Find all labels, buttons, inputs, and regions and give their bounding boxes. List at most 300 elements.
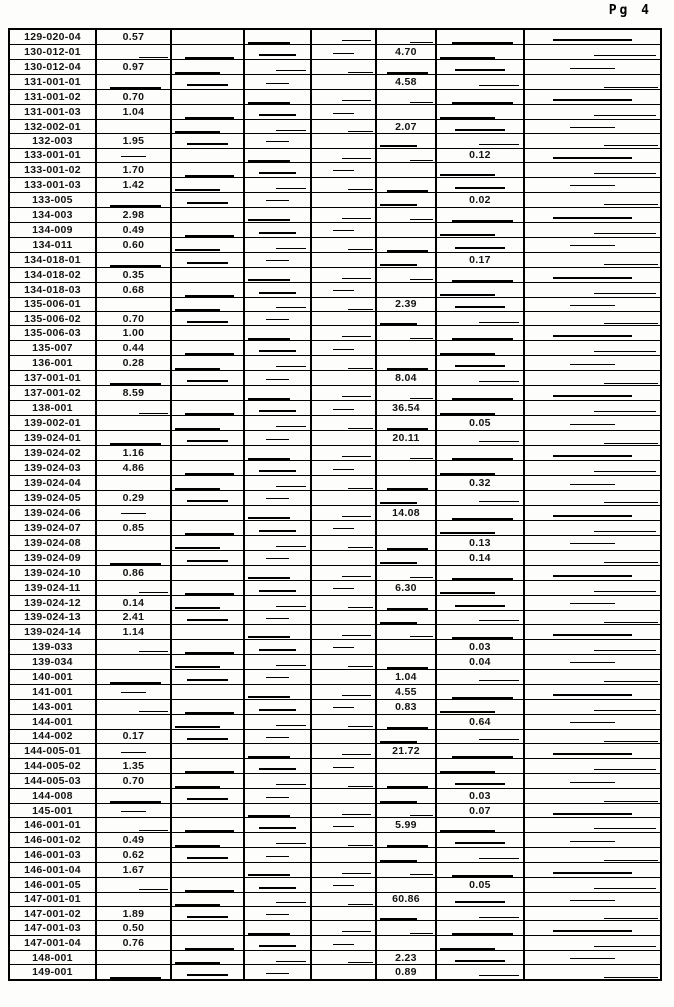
value-cell — [376, 610, 436, 624]
value-cell — [376, 29, 436, 45]
value-cell — [171, 237, 244, 252]
value-cell — [311, 60, 376, 75]
value-cell — [376, 550, 436, 565]
value-cell — [436, 105, 524, 120]
value-cell — [244, 120, 311, 134]
parcel-id-cell: 146-001-04 — [9, 862, 96, 877]
value-cell — [311, 237, 376, 252]
value-cell — [524, 862, 661, 877]
value-cell — [244, 416, 311, 431]
value-cell — [171, 371, 244, 386]
value-cell — [524, 595, 661, 610]
value-cell — [244, 476, 311, 491]
value-cell — [376, 789, 436, 804]
value-cell — [436, 371, 524, 386]
value-cell — [171, 774, 244, 789]
parcel-id-cell: 148-001 — [9, 951, 96, 965]
value-cell — [311, 624, 376, 639]
table-row — [9, 580, 661, 595]
value-cell — [311, 936, 376, 951]
value-cell — [244, 356, 311, 371]
parcel-id-cell: 139-024-10 — [9, 565, 96, 580]
parcel-id-cell: 146-001-01 — [9, 818, 96, 833]
value-cell — [311, 550, 376, 565]
value-cell: 0.14 — [436, 550, 524, 565]
value-cell — [436, 862, 524, 877]
value-cell — [524, 120, 661, 134]
value-cell — [171, 699, 244, 714]
value-cell — [524, 386, 661, 401]
parcel-id-cell: 136-001 — [9, 356, 96, 371]
value-cell: 0.64 — [436, 714, 524, 729]
value-cell — [436, 669, 524, 684]
value-cell: 0.02 — [436, 192, 524, 207]
value-cell: 0.28 — [96, 356, 171, 371]
value-cell — [376, 535, 436, 550]
value-cell — [524, 282, 661, 297]
value-cell — [171, 550, 244, 565]
value-cell — [436, 401, 524, 416]
value-cell — [171, 804, 244, 818]
value-cell — [436, 684, 524, 699]
value-cell: 1.70 — [96, 162, 171, 177]
table-row — [9, 965, 661, 981]
table-row — [9, 148, 661, 162]
value-cell — [96, 535, 171, 550]
value-cell — [311, 699, 376, 714]
value-cell — [376, 267, 436, 282]
parcel-id-cell: 133-001-02 — [9, 162, 96, 177]
value-cell — [376, 848, 436, 862]
value-cell — [376, 520, 436, 535]
table-row — [9, 282, 661, 297]
value-cell — [244, 729, 311, 743]
table-row — [9, 759, 661, 774]
parcel-id-cell: 135-006-03 — [9, 326, 96, 341]
value-cell — [376, 312, 436, 326]
value-cell — [524, 833, 661, 848]
value-cell — [244, 60, 311, 75]
value-cell — [436, 729, 524, 743]
value-cell — [524, 520, 661, 535]
value-cell — [376, 207, 436, 222]
table-row — [9, 892, 661, 906]
parcel-table-body — [9, 29, 661, 980]
value-cell: 0.35 — [96, 267, 171, 282]
value-cell — [524, 45, 661, 60]
parcel-id-cell: 144-005-03 — [9, 774, 96, 789]
value-cell — [171, 744, 244, 759]
value-cell — [436, 446, 524, 461]
parcel-id-cell: 133-005 — [9, 192, 96, 207]
value-cell — [244, 714, 311, 729]
value-cell — [376, 921, 436, 936]
value-cell — [171, 729, 244, 743]
table-row — [9, 312, 661, 326]
value-cell — [524, 965, 661, 981]
parcel-id-cell: 147-001-04 — [9, 936, 96, 951]
table-row — [9, 535, 661, 550]
parcel-id-cell: 137-001-02 — [9, 386, 96, 401]
value-cell — [244, 624, 311, 639]
value-cell — [436, 595, 524, 610]
value-cell — [171, 252, 244, 267]
value-cell — [376, 595, 436, 610]
value-cell — [244, 446, 311, 461]
value-cell — [436, 892, 524, 906]
value-cell — [171, 476, 244, 491]
value-cell: 1.04 — [376, 669, 436, 684]
value-cell — [376, 134, 436, 148]
value-cell: 1.42 — [96, 177, 171, 192]
value-cell — [96, 818, 171, 833]
value-cell — [244, 45, 311, 60]
value-cell — [96, 699, 171, 714]
table-row — [9, 804, 661, 818]
parcel-id-cell: 147-001-03 — [9, 921, 96, 936]
value-cell: 5.99 — [376, 818, 436, 833]
value-cell — [376, 714, 436, 729]
value-cell — [524, 267, 661, 282]
value-cell — [244, 774, 311, 789]
table-row — [9, 520, 661, 535]
table-row — [9, 416, 661, 431]
table-row — [9, 684, 661, 699]
value-cell — [311, 639, 376, 654]
value-cell — [244, 326, 311, 341]
value-cell: 0.86 — [96, 565, 171, 580]
value-cell — [171, 951, 244, 965]
value-cell — [524, 936, 661, 951]
parcel-id-cell: 146-001-02 — [9, 833, 96, 848]
value-cell — [171, 341, 244, 356]
parcel-id-cell: 135-006-01 — [9, 297, 96, 311]
value-cell — [436, 936, 524, 951]
value-cell — [436, 177, 524, 192]
value-cell — [524, 759, 661, 774]
value-cell — [244, 877, 311, 892]
value-cell — [96, 75, 171, 90]
value-cell — [436, 222, 524, 237]
parcel-id-cell: 139-024-06 — [9, 505, 96, 520]
value-cell — [244, 134, 311, 148]
value-cell — [376, 491, 436, 505]
value-cell: 0.07 — [436, 804, 524, 818]
value-cell — [244, 833, 311, 848]
value-cell — [436, 431, 524, 446]
value-cell — [524, 892, 661, 906]
value-cell: 0.32 — [436, 476, 524, 491]
value-cell — [244, 639, 311, 654]
value-cell — [171, 491, 244, 505]
value-cell — [171, 714, 244, 729]
value-cell — [171, 965, 244, 981]
table-row — [9, 105, 661, 120]
value-cell — [376, 326, 436, 341]
table-row — [9, 341, 661, 356]
value-cell — [376, 252, 436, 267]
value-cell — [524, 90, 661, 105]
value-cell — [171, 505, 244, 520]
parcel-id-cell: 139-024-03 — [9, 461, 96, 476]
parcel-id-cell: 139-033 — [9, 639, 96, 654]
value-cell — [96, 45, 171, 60]
value-cell — [436, 744, 524, 759]
value-cell: 1.04 — [96, 105, 171, 120]
value-cell — [311, 282, 376, 297]
value-cell — [311, 759, 376, 774]
value-cell — [311, 341, 376, 356]
value-cell — [376, 774, 436, 789]
value-cell — [376, 476, 436, 491]
value-cell: 4.58 — [376, 75, 436, 90]
value-cell: 4.55 — [376, 684, 436, 699]
value-cell: 2.07 — [376, 120, 436, 134]
table-row — [9, 177, 661, 192]
value-cell: 4.86 — [96, 461, 171, 476]
value-cell — [171, 45, 244, 60]
value-cell — [311, 804, 376, 818]
value-cell — [244, 237, 311, 252]
value-cell — [311, 45, 376, 60]
parcel-id-cell: 134-018-03 — [9, 282, 96, 297]
value-cell — [171, 60, 244, 75]
value-cell — [244, 848, 311, 862]
value-cell — [171, 936, 244, 951]
value-cell — [524, 877, 661, 892]
parcel-id-cell: 134-018-01 — [9, 252, 96, 267]
parcel-id-cell: 144-002 — [9, 729, 96, 743]
value-cell — [524, 848, 661, 862]
value-cell — [244, 505, 311, 520]
page-number-label: Pg 4 — [608, 3, 652, 18]
value-cell — [524, 804, 661, 818]
value-cell — [96, 120, 171, 134]
value-cell — [311, 951, 376, 965]
value-cell — [436, 386, 524, 401]
parcel-id-cell: 144-005-01 — [9, 744, 96, 759]
value-cell: 20.11 — [376, 431, 436, 446]
value-cell: 0.04 — [436, 654, 524, 669]
parcel-id-cell: 134-011 — [9, 237, 96, 252]
value-cell — [524, 921, 661, 936]
value-cell — [244, 105, 311, 120]
value-cell: 8.04 — [376, 371, 436, 386]
value-cell — [436, 505, 524, 520]
value-cell — [524, 729, 661, 743]
value-cell — [436, 356, 524, 371]
value-cell — [524, 401, 661, 416]
value-cell — [436, 461, 524, 476]
value-cell — [311, 446, 376, 461]
table-row — [9, 491, 661, 505]
value-cell — [244, 550, 311, 565]
value-cell: 0.49 — [96, 833, 171, 848]
value-cell — [376, 862, 436, 877]
value-cell — [311, 610, 376, 624]
table-row — [9, 565, 661, 580]
value-cell — [436, 610, 524, 624]
value-cell — [311, 29, 376, 45]
value-cell — [171, 654, 244, 669]
value-cell — [436, 759, 524, 774]
value-cell — [376, 222, 436, 237]
value-cell — [311, 744, 376, 759]
parcel-id-cell: 134-003 — [9, 207, 96, 222]
value-cell — [311, 148, 376, 162]
value-cell — [524, 446, 661, 461]
value-cell — [436, 965, 524, 981]
value-cell — [524, 326, 661, 341]
value-cell — [436, 120, 524, 134]
parcel-id-cell: 131-001-02 — [9, 90, 96, 105]
value-cell: 21.72 — [376, 744, 436, 759]
value-cell — [524, 222, 661, 237]
value-cell — [171, 282, 244, 297]
value-cell — [311, 297, 376, 311]
value-cell — [244, 804, 311, 818]
table-row — [9, 639, 661, 654]
value-cell — [524, 951, 661, 965]
value-cell — [376, 105, 436, 120]
parcel-id-cell: 139-024-13 — [9, 610, 96, 624]
value-cell — [96, 192, 171, 207]
value-cell — [244, 267, 311, 282]
value-cell — [311, 654, 376, 669]
value-cell: 0.05 — [436, 877, 524, 892]
value-cell: 0.97 — [96, 60, 171, 75]
value-cell — [171, 535, 244, 550]
value-cell — [436, 341, 524, 356]
value-cell — [244, 90, 311, 105]
value-cell — [171, 848, 244, 862]
value-cell — [244, 654, 311, 669]
value-cell — [96, 639, 171, 654]
table-row — [9, 29, 661, 45]
value-cell — [96, 669, 171, 684]
value-cell — [244, 222, 311, 237]
value-cell — [524, 774, 661, 789]
value-cell: 1.35 — [96, 759, 171, 774]
value-cell — [311, 120, 376, 134]
parcel-id-cell: 129-020-04 — [9, 29, 96, 45]
value-cell — [96, 476, 171, 491]
value-cell — [524, 818, 661, 833]
value-cell — [244, 744, 311, 759]
value-cell — [96, 550, 171, 565]
parcel-id-cell: 130-012-04 — [9, 60, 96, 75]
table-row — [9, 906, 661, 920]
table-row — [9, 192, 661, 207]
value-cell — [244, 921, 311, 936]
value-cell — [524, 476, 661, 491]
value-cell — [311, 892, 376, 906]
value-cell — [311, 356, 376, 371]
value-cell — [376, 177, 436, 192]
value-cell — [244, 906, 311, 920]
value-cell: 1.89 — [96, 906, 171, 920]
value-cell — [171, 148, 244, 162]
value-cell — [171, 892, 244, 906]
value-cell — [376, 416, 436, 431]
value-cell — [244, 297, 311, 311]
value-cell: 1.00 — [96, 326, 171, 341]
value-cell — [524, 371, 661, 386]
value-cell — [436, 134, 524, 148]
value-cell — [436, 282, 524, 297]
value-cell — [171, 386, 244, 401]
parcel-id-cell: 135-006-02 — [9, 312, 96, 326]
value-cell — [436, 951, 524, 965]
value-cell — [436, 312, 524, 326]
value-cell — [171, 580, 244, 595]
value-cell: 0.03 — [436, 789, 524, 804]
table-row — [9, 134, 661, 148]
value-cell — [524, 624, 661, 639]
value-cell — [376, 654, 436, 669]
value-cell: 1.16 — [96, 446, 171, 461]
value-cell — [171, 669, 244, 684]
value-cell — [376, 446, 436, 461]
value-cell — [311, 90, 376, 105]
table-row — [9, 90, 661, 105]
table-row — [9, 252, 661, 267]
value-cell — [376, 282, 436, 297]
value-cell — [244, 491, 311, 505]
value-cell — [244, 789, 311, 804]
value-cell — [244, 951, 311, 965]
value-cell — [171, 431, 244, 446]
table-row — [9, 45, 661, 60]
value-cell — [311, 520, 376, 535]
table-row — [9, 75, 661, 90]
value-cell — [171, 401, 244, 416]
table-row — [9, 371, 661, 386]
value-cell — [376, 877, 436, 892]
value-cell — [244, 595, 311, 610]
value-cell — [376, 356, 436, 371]
value-cell — [96, 744, 171, 759]
value-cell: 0.62 — [96, 848, 171, 862]
value-cell — [376, 804, 436, 818]
value-cell — [311, 714, 376, 729]
value-cell — [244, 192, 311, 207]
value-cell: 0.12 — [436, 148, 524, 162]
value-cell — [171, 134, 244, 148]
value-cell — [376, 237, 436, 252]
table-row — [9, 162, 661, 177]
value-cell — [436, 624, 524, 639]
value-cell — [171, 90, 244, 105]
parcel-id-cell: 139-024-07 — [9, 520, 96, 535]
parcel-id-cell: 130-012-01 — [9, 45, 96, 60]
value-cell — [96, 401, 171, 416]
value-cell — [524, 252, 661, 267]
value-cell — [244, 461, 311, 476]
value-cell: 0.14 — [96, 595, 171, 610]
value-cell — [311, 177, 376, 192]
parcel-id-cell: 147-001-01 — [9, 892, 96, 906]
value-cell — [311, 965, 376, 981]
value-cell — [171, 461, 244, 476]
table-row — [9, 326, 661, 341]
table-row — [9, 877, 661, 892]
parcel-id-cell: 139-024-11 — [9, 580, 96, 595]
value-cell — [376, 90, 436, 105]
value-cell: 0.29 — [96, 491, 171, 505]
value-cell — [436, 75, 524, 90]
value-cell — [311, 833, 376, 848]
